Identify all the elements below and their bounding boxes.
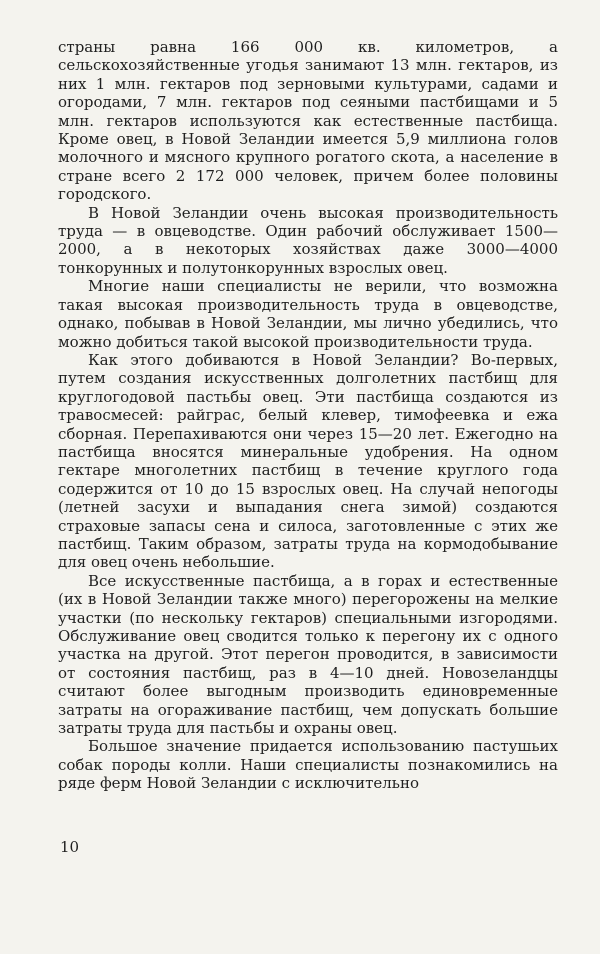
- paragraph-5: Все искусственные пастбища, а в горах и естественные (их в Новой Зеландии также много) перегорожены на мелкие участки (по нескольку гектаров) специальными изгородями. Обслуживание овец сводится только к перегону их с одного участка на другой. Этот перегон проводится, в зависимости от состояния пастбищ, раз в 4—10 дней. Новозеландцы считают более выгодным производить единовременные затраты на огораживание пастбищ, чем допускать большие затраты труда для пастьбы и охраны овец.: [58, 571, 558, 738]
- paragraph-3: Многие наши специалисты не верили, что возможна такая высокая производительность труда в овцеводстве, однако, побывав в Новой Зеландии, мы лично убедились, что можно добиться такой высокой производительности труда.: [58, 277, 558, 351]
- paragraph-2: В Новой Зеландии очень высокая производительность труда — в овцеводстве. Один рабочий обслуживает 1500—2000, а в некоторых хозяйствах даже 3000—4000 тонкорунных и полутонкорунных взрослых овец.: [58, 203, 558, 277]
- page-number: 10: [60, 838, 80, 856]
- paragraph-1: страны равна 166 000 кв. километров, а сельскохозяйственные угодья занимают 13 млн. гектаров, из них 1 млн. гектаров под зерновыми культурами, садами и огородами, 7 млн. гектаров под сеяными пастбищами и 5 млн. гектаров используются как естественные пастбища. Кроме овец, в Новой Зеландии имеется 5,9 миллиона голов молочного и мясного крупного рогатого скота, а население в стране всего 2 172 000 человек, причем более половины городского.: [58, 38, 558, 204]
- paragraph-4: Как этого добиваются в Новой Зеландии? Во-первых, путем создания искусственных долголетних пастбищ для круглогодовой пастьбы овец. Эти пастбища создаются из травосмесей: райграс, белый клевер, тимофеевка и ежа сборная. Перепахиваются они через 15—20 лет. Ежегодно на пастбища вносятся минеральные удобрения. На одном гектаре многолетних пастбищ в течение круглого года содержится от 10 до 15 взрослых овец. На случай непогоды (летней засухи и выпадания снега зимой) создаются страховые запасы сена и силоса, заготовленные с этих же пастбищ. Таким образом, затраты труда на кормодобывание для овец очень небольшие.: [58, 350, 558, 572]
- page-text: [58, 38, 558, 793]
- paragraph-6: Большое значение придается использованию пастушьих собак породы колли. Наши специалисты познакомились на ряде ферм Новой Зеландии с исключительно: [58, 737, 558, 793]
